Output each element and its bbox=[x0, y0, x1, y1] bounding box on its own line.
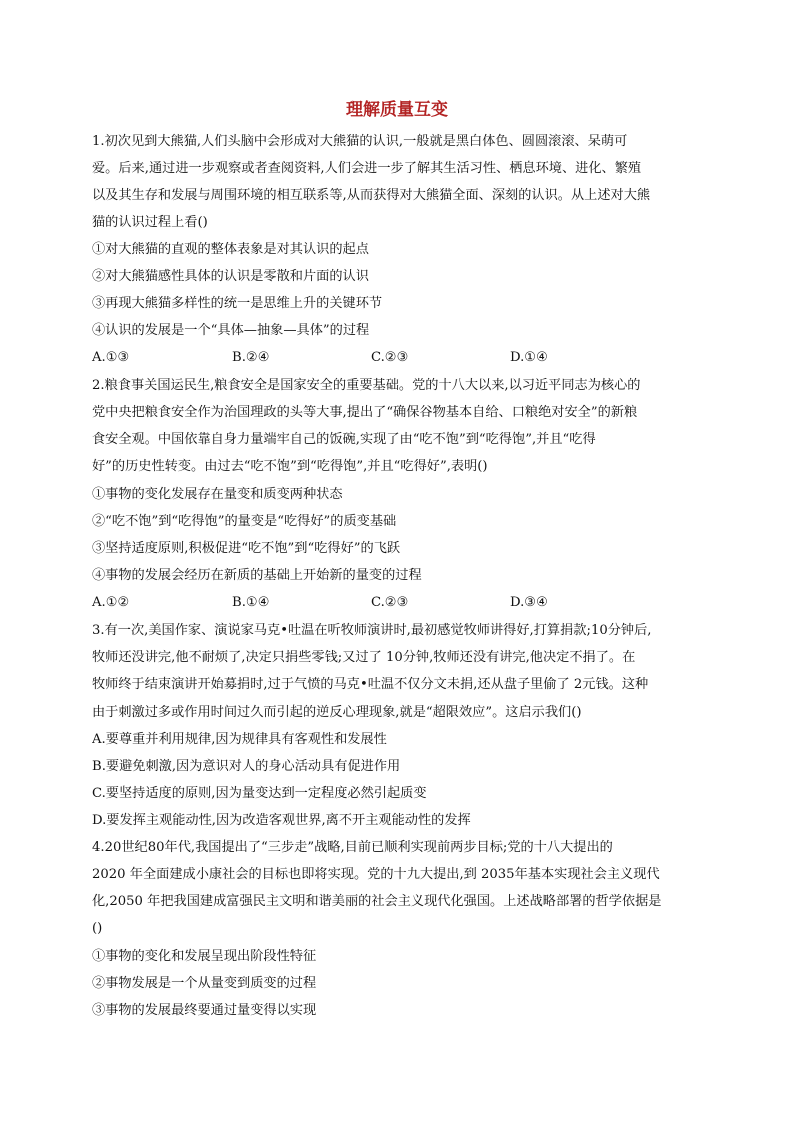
q3-stem-line-4: 由于刺激过多或作用时间过久而引起的逆反心理现象,就是“超限效应”。这启示我们() bbox=[92, 705, 582, 720]
q2-item-1: ①事物的变化发展存在量变和质变两种状态 bbox=[92, 487, 343, 502]
q2-option-c: C.②③ bbox=[371, 595, 409, 610]
q1-stem-line-3: 以及其生存和发展与周围环境的相互联系等,从而获得对大熊猫全面、深刻的认识。从上述对大熊 bbox=[92, 188, 651, 203]
q3-option-c: C.要坚持适度的原则,因为量变达到一定程度必然引起质变 bbox=[92, 786, 427, 801]
q4-stem-line-4: () bbox=[92, 921, 103, 936]
page-title: 理解质量互变 bbox=[346, 100, 448, 120]
q3-stem-line-3: 牧师终于结束演讲开始募捐时,过于气愤的马克•吐温不仅分文未捐,还从盘子里偷了 2元钱。这种 bbox=[92, 677, 649, 692]
q2-stem-line-4: 好”的历史性转变。由过去“吃不饱”到“吃得饱”,并且“吃得好”,表明() bbox=[92, 459, 488, 474]
q2-options bbox=[92, 593, 707, 613]
q4-item-2: ②事物发展是一个从量变到质变的过程 bbox=[92, 976, 317, 991]
q3-stem-line-2: 牧师还没讲完,他不耐烦了,决定只捐些零钱;又过了 10分钟,牧师还没有讲完,他决定不捐了。在 bbox=[92, 650, 636, 665]
q2-stem-line-1: 2.粮食事关国运民生,粮食安全是国家安全的重要基础。党的十八大以来,以习近平同志为核心的 bbox=[92, 378, 641, 393]
q4-item-3: ③事物的发展最终要通过量变得以实现 bbox=[92, 1003, 317, 1018]
q4-stem-line-1: 4.20世纪80年代,我国提出了“三步走”战略,目前已顺利实现前两步目标;党的十八大提出的 bbox=[92, 840, 613, 855]
q4-item-1: ①事物的变化和发展呈现出阶段性特征 bbox=[92, 949, 317, 964]
q1-stem-line-1: 1.初次见到大熊猫,人们头脑中会形成对大熊猫的认识,一般就是黑白体色、圆圆滚滚、呆萌可 bbox=[92, 134, 628, 149]
q2-item-4: ④事物的发展会经历在新质的基础上开始新的量变的过程 bbox=[92, 568, 422, 583]
q3-option-a: A.要尊重并利用规律,因为规律具有客观性和发展性 bbox=[92, 732, 387, 747]
q1-item-4: ④认识的发展是一个“具体—抽象—具体”的过程 bbox=[92, 323, 370, 338]
q3-option-b: B.要避免刺激,因为意识对人的身心活动具有促进作用 bbox=[92, 759, 401, 774]
q3-option-d: D.要发挥主观能动性,因为改造客观世界,离不开主观能动性的发挥 bbox=[92, 813, 471, 828]
q2-item-3: ③坚持适度原则,积极促进“吃不饱”到“吃得好”的飞跃 bbox=[92, 541, 401, 556]
q1-item-2: ②对大熊猫感性具体的认识是零散和片面的认识 bbox=[92, 269, 369, 284]
q1-options bbox=[92, 348, 707, 368]
q2-option-a: A.①② bbox=[92, 595, 130, 610]
q2-stem-line-3: 食安全观。中国依靠自身力量端牢自己的饭碗,实现了由“吃不饱”到“吃得饱”,并且“吃得 bbox=[92, 432, 596, 447]
q1-item-1: ①对大熊猫的直观的整体表象是对其认识的起点 bbox=[92, 242, 369, 257]
q3-stem-line-1: 3.有一次,美国作家、演说家马克•吐温在听牧师演讲时,最初感觉牧师讲得好,打算捐款;10分钟后, bbox=[92, 623, 652, 638]
q4-stem-line-2: 2020 年全面建成小康社会的目标也即将实现。党的十九大提出,到 2035年基本实现社会主义现代 bbox=[92, 867, 660, 882]
q2-item-2: ②“吃不饱”到“吃得饱”的量变是“吃得好”的质变基础 bbox=[92, 514, 397, 529]
q1-stem-line-4: 猫的认识过程上看() bbox=[92, 215, 208, 230]
q2-option-d: D.③④ bbox=[510, 595, 548, 610]
q2-option-b: B.①④ bbox=[232, 595, 270, 610]
q1-option-a: A.①③ bbox=[92, 350, 130, 365]
q1-option-d: D.①④ bbox=[510, 350, 548, 365]
q4-stem-line-3: 化,2050 年把我国建成富强民主文明和谐美丽的社会主义现代化强国。上述战略部署的哲学依据是 bbox=[92, 894, 662, 909]
q1-stem-line-2: 爱。后来,通过进一步观察或者查阅资料,人们会进一步了解其生活习性、栖息环境、进化、繁殖 bbox=[92, 161, 642, 176]
q1-option-b: B.②④ bbox=[232, 350, 270, 365]
q1-item-3: ③再现大熊猫多样性的统一是思维上升的关键环节 bbox=[92, 296, 383, 311]
q2-stem-line-2: 党中央把粮食安全作为治国理政的头等大事,提出了“确保谷物基本自给、口粮绝对安全”的新粮 bbox=[92, 405, 638, 420]
q1-option-c: C.②③ bbox=[371, 350, 409, 365]
